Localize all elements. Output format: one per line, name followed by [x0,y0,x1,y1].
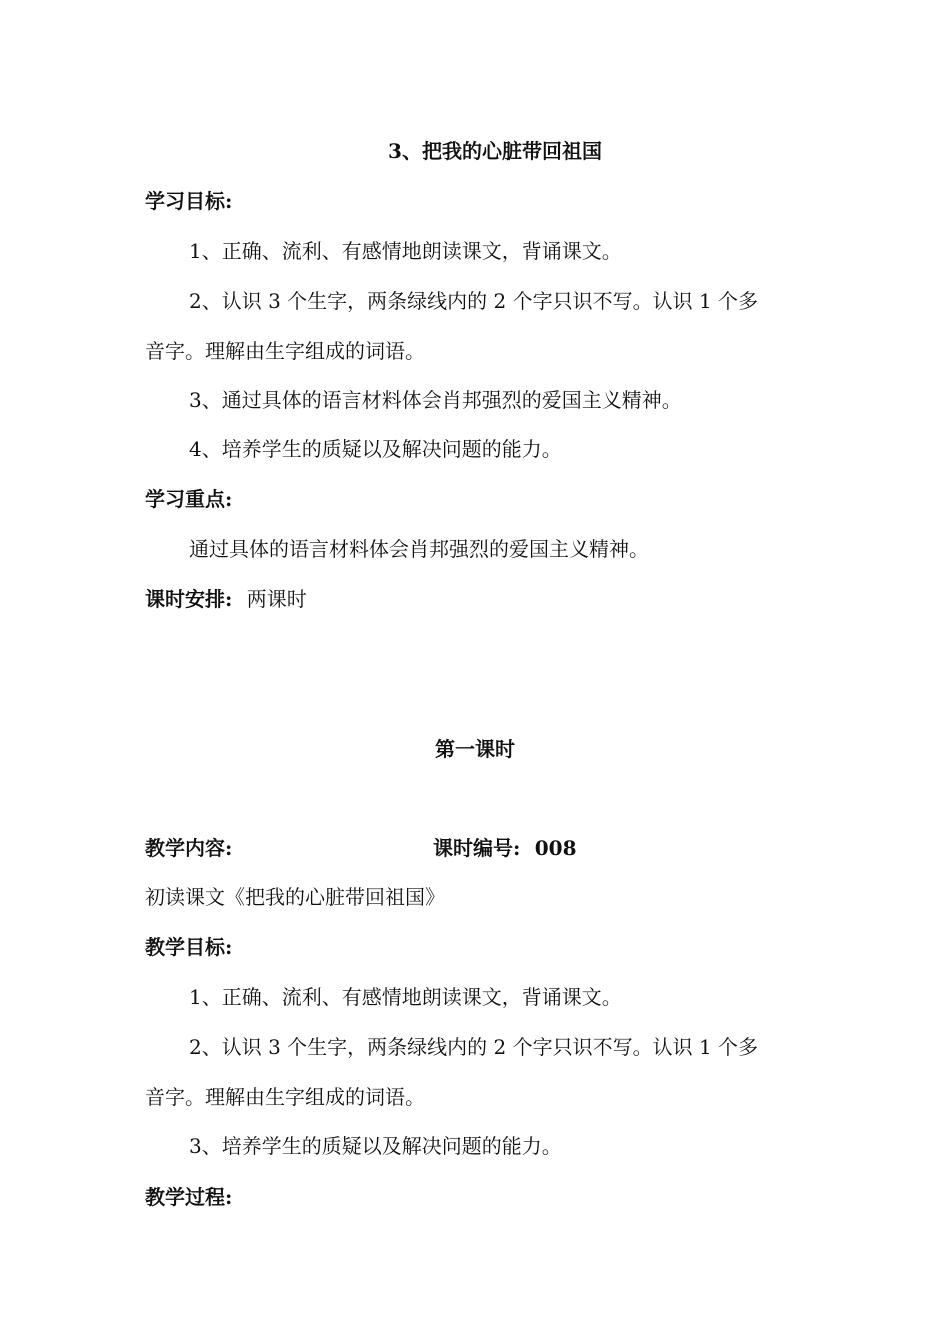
teaching-content-heading: 教学内容: [145,836,233,860]
teaching-content-text: 初读课文《把我的心脏带回祖国》 [145,885,445,909]
lesson-number-value: 008 [534,836,577,860]
schedule-line [145,587,307,611]
teaching-goal-1: 1、正确、流利、有感情地朗读课文，背诵课文。 [189,985,622,1009]
lesson-number-line [433,836,577,860]
schedule-value: 两课时 [246,587,307,611]
schedule-heading: 课时安排: [145,587,233,611]
teaching-goals-heading: 教学目标: [145,935,233,959]
teaching-goal-2-continued: 音字。理解由生字组成的词语。 [145,1085,425,1109]
key-points-text: 通过具体的语言材料体会肖邦强烈的爱国主义精神。 [189,537,649,561]
key-points-heading: 学习重点: [145,487,233,511]
document-title: 3、把我的心脏带回祖国 [388,139,602,163]
lesson-number-heading: 课时编号: [433,836,521,860]
objective-item-1: 1、正确、流利、有感情地朗读课文，背诵课文。 [189,239,622,263]
teaching-goal-3: 3、培养学生的质疑以及解决问题的能力。 [189,1134,562,1158]
teaching-process-heading: 教学过程: [145,1185,233,1209]
objectives-heading: 学习目标: [145,189,233,213]
objective-item-3: 3、通过具体的语言材料体会肖邦强烈的爱国主义精神。 [189,388,682,412]
objective-item-2: 2、认识 3 个生字，两条绿线内的 2 个字只识不写。认识 1 个多 [189,289,759,313]
teaching-goal-2: 2、认识 3 个生字，两条绿线内的 2 个字只识不写。认识 1 个多 [189,1035,759,1059]
objective-item-2-continued: 音字。理解由生字组成的词语。 [145,339,425,363]
objective-item-4: 4、培养学生的质疑以及解决问题的能力。 [189,437,562,461]
lesson-title: 第一课时 [435,737,515,761]
